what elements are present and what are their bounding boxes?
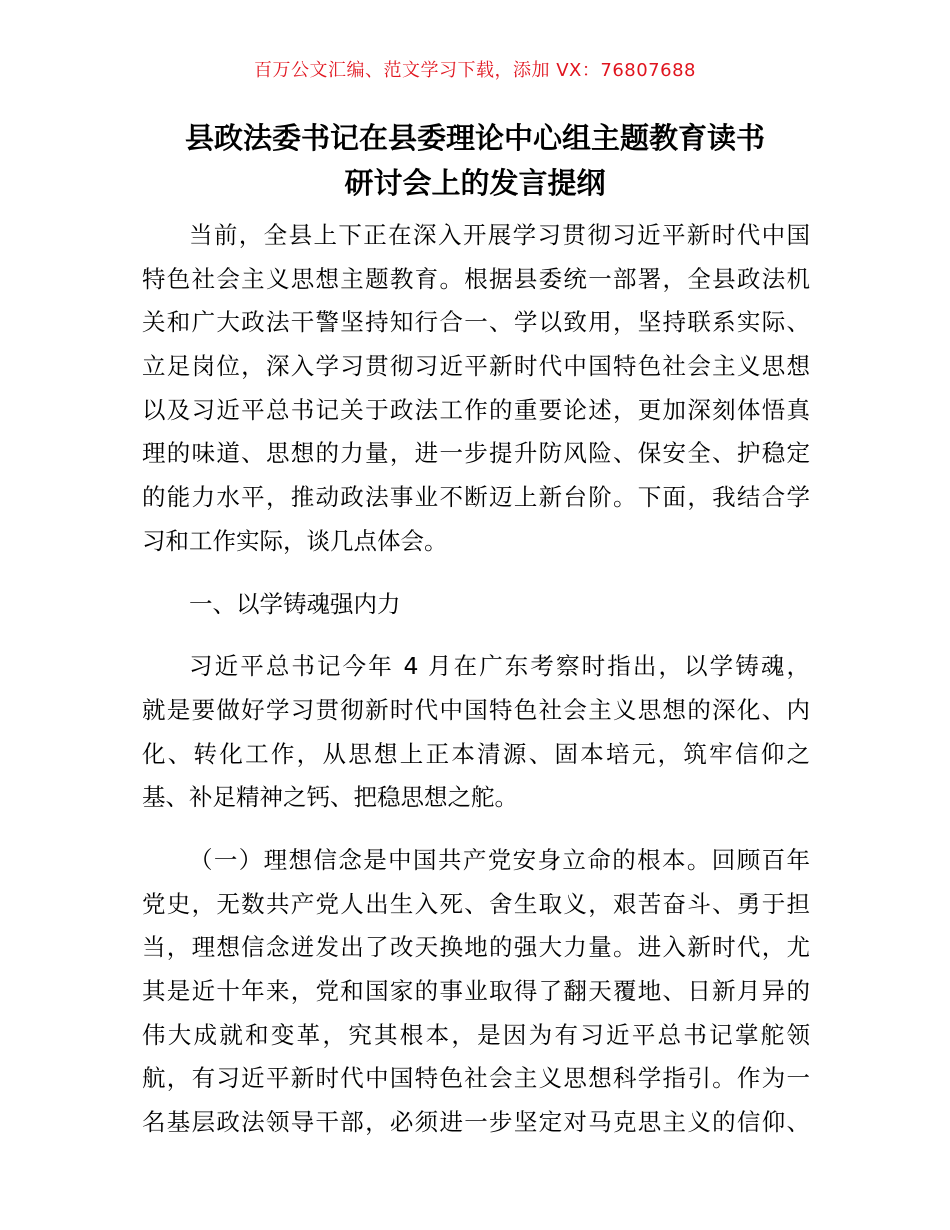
text-line: 习近平总书记今年 4 月在广东考察时指出，以学铸魂， bbox=[189, 652, 810, 681]
text-line: 当，理想信念迸发出了改天换地的强大力量。进入新时代，尤 bbox=[142, 933, 810, 962]
document-title-line-2: 研讨会上的发言提纲 bbox=[344, 166, 606, 200]
text-line: 当前，全县上下正在深入开展学习贯彻习近平新时代中国 bbox=[189, 221, 810, 249]
text-line: 基、补足精神之钙、把稳思想之舵。 bbox=[142, 783, 518, 812]
document-body bbox=[142, 214, 810, 1164]
text-line: 其是近十年来，党和国家的事业取得了翻天覆地、日新月异的 bbox=[142, 977, 810, 1005]
text-line: （一）理想信念是中国共产党安身立命的根本。回顾百年 bbox=[189, 845, 810, 874]
paragraph bbox=[142, 839, 810, 1145]
paragraph-intro bbox=[142, 214, 810, 564]
text-line: 理的味道、思想的力量，进一步提升防风险、保安全、护稳定 bbox=[142, 439, 810, 468]
text-line: 的能力水平，推动政法事业不断迈上新台阶。下面，我结合学 bbox=[142, 483, 810, 512]
text-line: 化、转化工作，从思想上正本清源、固本培元，筑牢信仰之 bbox=[142, 739, 810, 768]
text-line: 伟大成就和变革，究其根本，是因为有习近平总书记掌舵领 bbox=[142, 1020, 810, 1049]
text-line: 就是要做好学习贯彻新时代中国特色社会主义思想的深化、内 bbox=[142, 695, 810, 724]
text-line: 习和工作实际，谈几点体会。 bbox=[142, 526, 448, 555]
text-line: 关和广大政法干警坚持知行合一、学以致用，坚持联系实际、 bbox=[142, 308, 810, 337]
document-title-line-1: 县政法委书记在县委理论中心组主题教育读书 bbox=[184, 121, 765, 155]
text-line: 特色社会主义思想主题教育。根据县委统一部署，全县政法机 bbox=[142, 264, 810, 293]
text-line: 党史，无数共产党人出生入死、舍生取义，艰苦奋斗、勇于担 bbox=[142, 889, 810, 918]
text-line: 名基层政法领导干部，必须进一步坚定对马克思主义的信仰、 bbox=[142, 1108, 810, 1137]
text-line: 以及习近平总书记关于政法工作的重要论述，更加深刻体悟真 bbox=[142, 395, 810, 424]
text-line: 航，有习近平新时代中国特色社会主义思想科学指引。作为一 bbox=[142, 1064, 810, 1093]
text-line: 一、以学铸魂强内力 bbox=[189, 589, 401, 618]
watermark-header: 百万公文汇编、范文学习下载，添加 VX：76807688 bbox=[254, 60, 696, 81]
text-line: 立足岗位，深入学习贯彻习近平新时代中国特色社会主义思想 bbox=[142, 352, 810, 381]
paragraph bbox=[142, 645, 810, 820]
section-heading bbox=[142, 583, 810, 627]
